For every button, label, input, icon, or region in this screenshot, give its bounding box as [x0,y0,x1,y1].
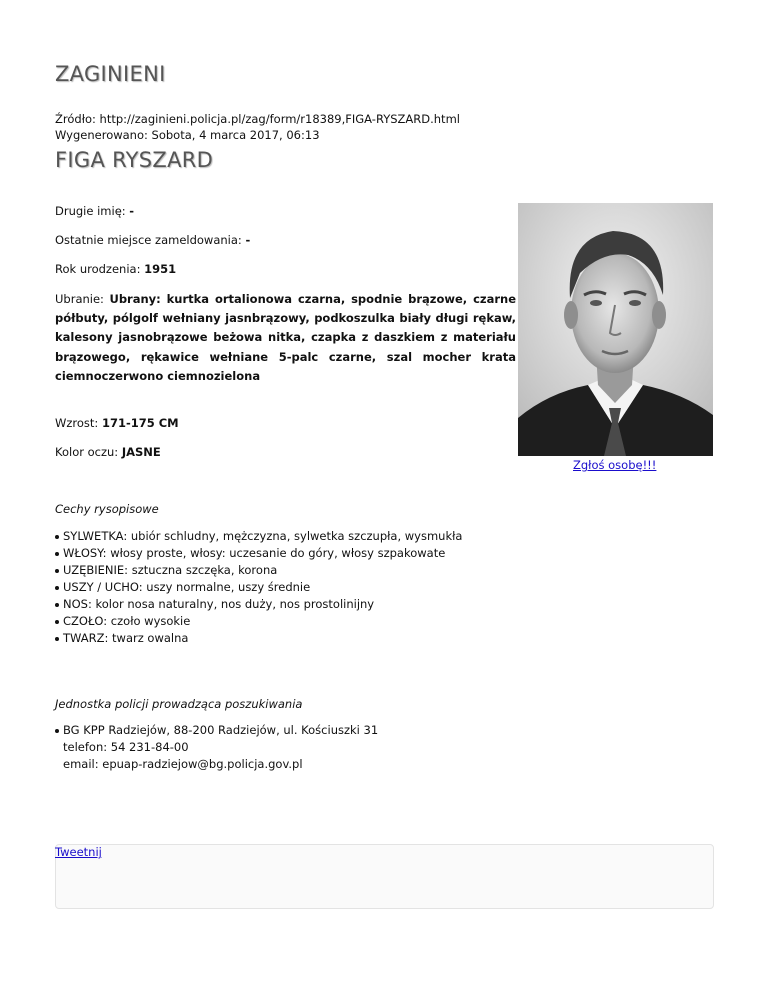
features-list [55,528,462,647]
field-value: - [129,204,135,218]
report-person-link[interactable]: Zgłoś osobę!!! [573,458,657,472]
list-item: TWARZ: twarz owalna [55,630,462,647]
field-label: Wzrost: [55,416,102,430]
site-title: ZAGINIENI [55,62,166,86]
field-height [55,416,179,430]
field-last-residence [55,233,250,247]
field-value: JASNE [121,445,161,459]
page-meta [55,111,460,143]
field-label: Drugie imię: [55,204,130,218]
list-item: UZĘBIENIE: sztuczna szczęka, korona [55,562,462,579]
list-item: NOS: kolor nosa naturalny, nos duży, nos prostolinijny [55,596,462,613]
field-value: 171-175 CM [101,416,179,430]
field-label: Ubranie: [55,292,110,306]
tweet-link[interactable]: Tweetnij [55,845,102,859]
field-label: Ostatnie miejsce zameldowania: [55,233,246,247]
generated-line: Wygenerowano: Sobota, 4 marca 2017, 06:13 [55,128,320,142]
list-item: WŁOSY: włosy proste, włosy: uczesanie do góry, włosy szpakowate [55,545,462,562]
field-label: Rok urodzenia: [55,262,145,276]
field-value: Ubrany: kurtka ortalionowa czarna, spodnie brązowe, czarne półbuty, pólgolf wełniany jasnbrązowy, podkoszulka biały długi rękaw, kalesony jasnobrązowe beżowa nitka, czapka z daszkiem z materiału brązowego, rękawice wełniane 5-palc czarne, szal mocher krata ciemnoczerwono ciemnozielona [55,292,516,383]
list-item [55,722,378,773]
person-photo [518,203,713,456]
field-value: - [245,233,251,247]
source-url: http://zaginieni.policja.pl/zag/form/r18389,FIGA-RYSZARD.html [99,112,460,126]
features-title: Cechy rysopisowe [55,502,159,516]
field-eye-color [55,445,161,459]
source-line [55,111,460,127]
tweet-box [55,844,714,909]
field-value: 1951 [144,262,177,276]
field-clothing [55,290,516,386]
unit-title: Jednostka policji prowadząca poszukiwania [55,697,303,711]
unit-list [55,722,378,773]
list-item: USZY / UCHO: uszy normalne, uszy średnie [55,579,462,596]
field-birth-year [55,262,176,276]
field-label: Kolor oczu: [55,445,122,459]
field-second-name [55,204,134,218]
source-label: Źródło: [55,112,100,126]
unit-phone: telefon: 54 231-84-00 [63,740,189,754]
list-item: SYLWETKA: ubiór schludny, mężczyzna, sylwetka szczupła, wysmukła [55,528,462,545]
person-name: FIGA RYSZARD [55,148,214,172]
unit-name: BG KPP Radziejów, 88-200 Radziejów, ul. Kościuszki 31 [63,723,379,737]
list-item: CZOŁO: czoło wysokie [55,613,462,630]
unit-email: email: epuap-radziejow@bg.policja.gov.pl [63,757,303,771]
